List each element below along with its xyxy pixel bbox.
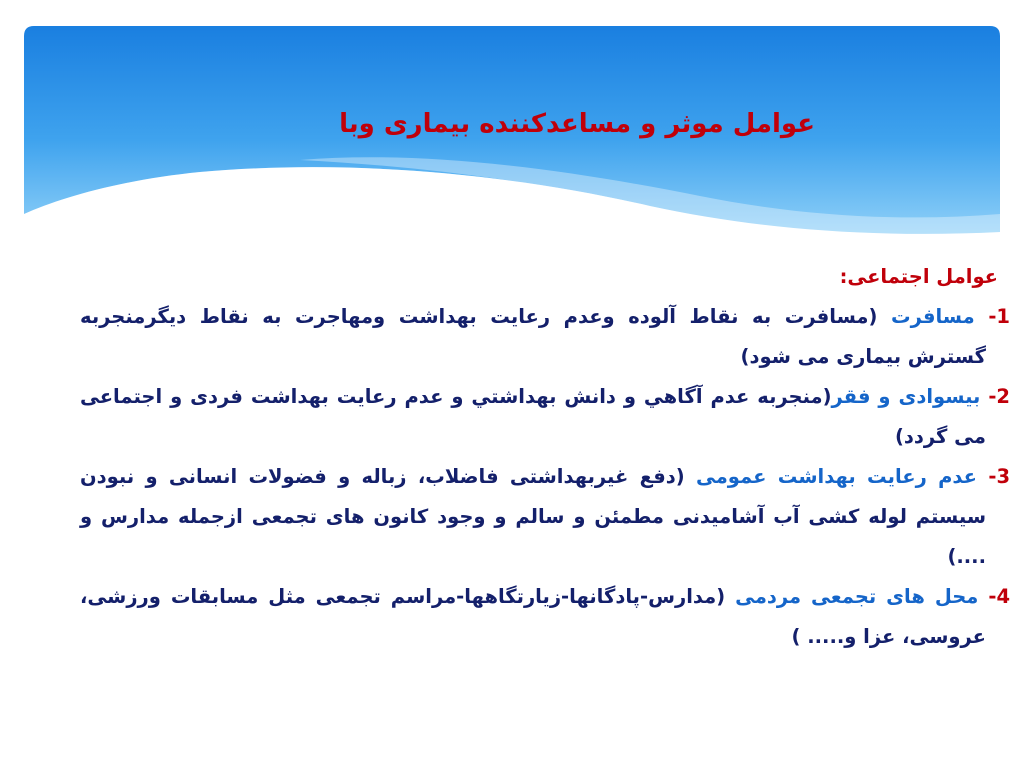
- item-number: 3-: [988, 465, 1011, 488]
- item-text: (منجربه عدم آگاهي و دانش بهداشتي و عدم رعایت بهداشت فردی و اجتماعی می گردد): [80, 385, 986, 448]
- item-lead: محل های تجمعی مردمی: [735, 585, 979, 608]
- item-number: 4-: [988, 585, 1011, 608]
- factor-item-4: [80, 577, 1011, 657]
- item-text: (دفع غیربهداشتی فاضلاب، زباله و فضولات انسانی و نبودن سیستم لوله کشی آب آشامیدنی مطمئن و سالم و وجود کانون های تجمعی ازجمله مدارس و ....): [80, 465, 986, 568]
- item-lead: مسافرت: [877, 305, 975, 328]
- slide-content: [80, 257, 1010, 657]
- item-text: (مدارس-پادگانها-زیارتگاهها-مراسم تجمعی مثل مسابقات ورزشی، عروسی، عزا و..... ): [80, 585, 986, 648]
- item-lead: بیسوادی و فقر: [831, 385, 981, 408]
- item-number: 1-: [988, 305, 1010, 328]
- slide-title: عوامل موثر و مساعدکننده بیماری وبا: [339, 109, 815, 139]
- item-number: 2-: [988, 385, 1010, 408]
- factor-item-2: [80, 377, 1010, 457]
- factor-item-1: [80, 297, 1010, 377]
- section-heading: عوامل اجتماعی:: [839, 265, 998, 288]
- factor-item-3: [80, 457, 1011, 577]
- item-lead: عدم رعایت بهداشت عمومی: [695, 465, 978, 488]
- item-text: (مسافرت به نقاط آلوده وعدم رعایت بهداشت ومهاجرت به نقاط دیگرمنجربه گسترش بیماری می شود): [80, 305, 986, 368]
